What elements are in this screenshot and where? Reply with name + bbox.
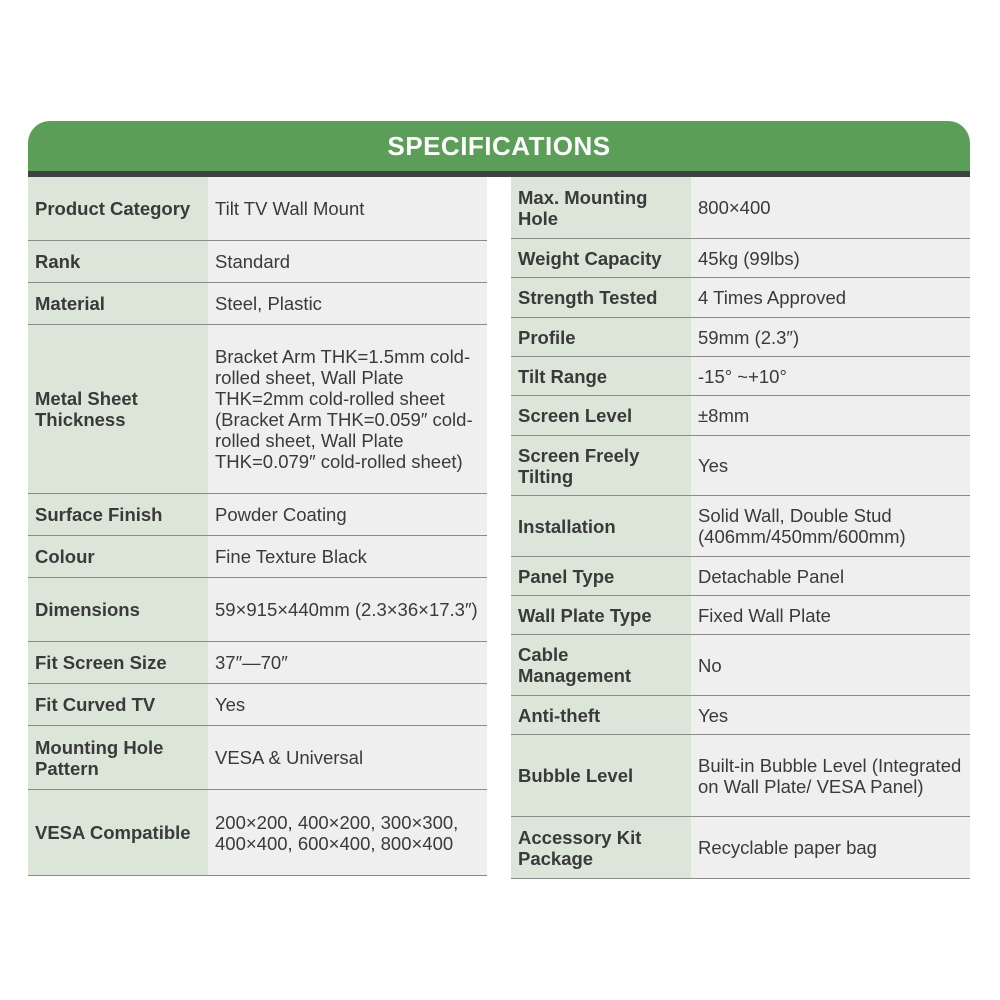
spec-value: Yes <box>691 696 970 734</box>
spec-value: 800×400 <box>691 177 970 238</box>
spec-label: Product Category <box>28 177 208 240</box>
spec-label: Weight Capacity <box>511 239 691 277</box>
spec-value: Yes <box>208 684 487 725</box>
spec-value: Steel, Plastic <box>208 283 487 324</box>
spec-value: -15° ~+10° <box>691 357 970 395</box>
spec-value: Built-in Bubble Level (Integrated on Wall Plate/ VESA Panel) <box>691 735 970 816</box>
spec-row <box>28 684 487 726</box>
spec-value: Bracket Arm THK=1.5mm cold-rolled sheet, Wall Plate THK=2mm cold-rolled sheet (Bracket Arm THK=0.059″ cold-rolled sheet, Wall Plate THK=0.079″ cold-rolled sheet) <box>208 325 487 493</box>
spec-row <box>511 436 970 496</box>
spec-column-left <box>28 177 487 876</box>
spec-label: VESA Compatible <box>28 790 208 875</box>
spec-value: No <box>691 635 970 695</box>
spec-row <box>511 177 970 239</box>
spec-label: Rank <box>28 241 208 282</box>
spec-label: Screen Level <box>511 396 691 435</box>
spec-label: Accessory Kit Package <box>511 817 691 878</box>
spec-label: Mounting Hole Pattern <box>28 726 208 789</box>
spec-row <box>511 357 970 396</box>
spec-label: Screen Freely Tilting <box>511 436 691 495</box>
spec-label: Fit Curved TV <box>28 684 208 725</box>
spec-label: Wall Plate Type <box>511 596 691 634</box>
spec-label: Max. Mounting Hole <box>511 177 691 238</box>
spec-row <box>511 696 970 735</box>
spec-value: Yes <box>691 436 970 495</box>
spec-value: 59mm (2.3″) <box>691 318 970 356</box>
spec-column-right <box>511 177 970 879</box>
spec-label: Anti-theft <box>511 696 691 734</box>
spec-value: Recyclable paper bag <box>691 817 970 878</box>
spec-row <box>511 596 970 635</box>
spec-value: Powder Coating <box>208 494 487 535</box>
spec-value: Fixed Wall Plate <box>691 596 970 634</box>
spec-row <box>28 578 487 642</box>
spec-label: Surface Finish <box>28 494 208 535</box>
spec-row <box>28 241 487 283</box>
spec-row <box>28 283 487 325</box>
spec-row <box>28 494 487 536</box>
spec-value: 4 Times Approved <box>691 278 970 317</box>
spec-row <box>511 496 970 557</box>
spec-row <box>511 635 970 696</box>
spec-row <box>511 396 970 436</box>
spec-label: Profile <box>511 318 691 356</box>
spec-row <box>28 177 487 241</box>
spec-value: 45kg (99lbs) <box>691 239 970 277</box>
spec-row <box>28 536 487 578</box>
spec-label: Tilt Range <box>511 357 691 395</box>
spec-label: Installation <box>511 496 691 556</box>
specifications-card <box>28 121 970 880</box>
spec-value: Standard <box>208 241 487 282</box>
spec-label: Dimensions <box>28 578 208 641</box>
spec-value: 200×200, 400×200, 300×300, 400×400, 600×400, 800×400 <box>208 790 487 875</box>
spec-row <box>511 318 970 357</box>
spec-label: Cable Management <box>511 635 691 695</box>
spec-row <box>511 735 970 817</box>
spec-value: VESA & Universal <box>208 726 487 789</box>
spec-value: 59×915×440mm (2.3×36×17.3″) <box>208 578 487 641</box>
spec-label: Material <box>28 283 208 324</box>
spec-row <box>28 726 487 790</box>
spec-row <box>28 325 487 494</box>
spec-value: Tilt TV Wall Mount <box>208 177 487 240</box>
spec-value: Fine Texture Black <box>208 536 487 577</box>
spec-row <box>511 557 970 596</box>
spec-row <box>511 278 970 318</box>
spec-row <box>28 790 487 876</box>
spec-table <box>28 177 970 880</box>
spec-label: Fit Screen Size <box>28 642 208 683</box>
spec-label: Colour <box>28 536 208 577</box>
spec-value: Detachable Panel <box>691 557 970 595</box>
spec-label: Bubble Level <box>511 735 691 816</box>
spec-label: Metal Sheet Thickness <box>28 325 208 493</box>
spec-label: Panel Type <box>511 557 691 595</box>
spec-label: Strength Tested <box>511 278 691 317</box>
spec-row <box>511 817 970 879</box>
spec-value: 37″—70″ <box>208 642 487 683</box>
spec-value: Solid Wall, Double Stud (406mm/450mm/600mm) <box>691 496 970 556</box>
spec-value: ±8mm <box>691 396 970 435</box>
spec-row <box>511 239 970 278</box>
specifications-header <box>28 121 970 171</box>
specifications-title: SPECIFICATIONS <box>387 130 611 161</box>
spec-row <box>28 642 487 684</box>
